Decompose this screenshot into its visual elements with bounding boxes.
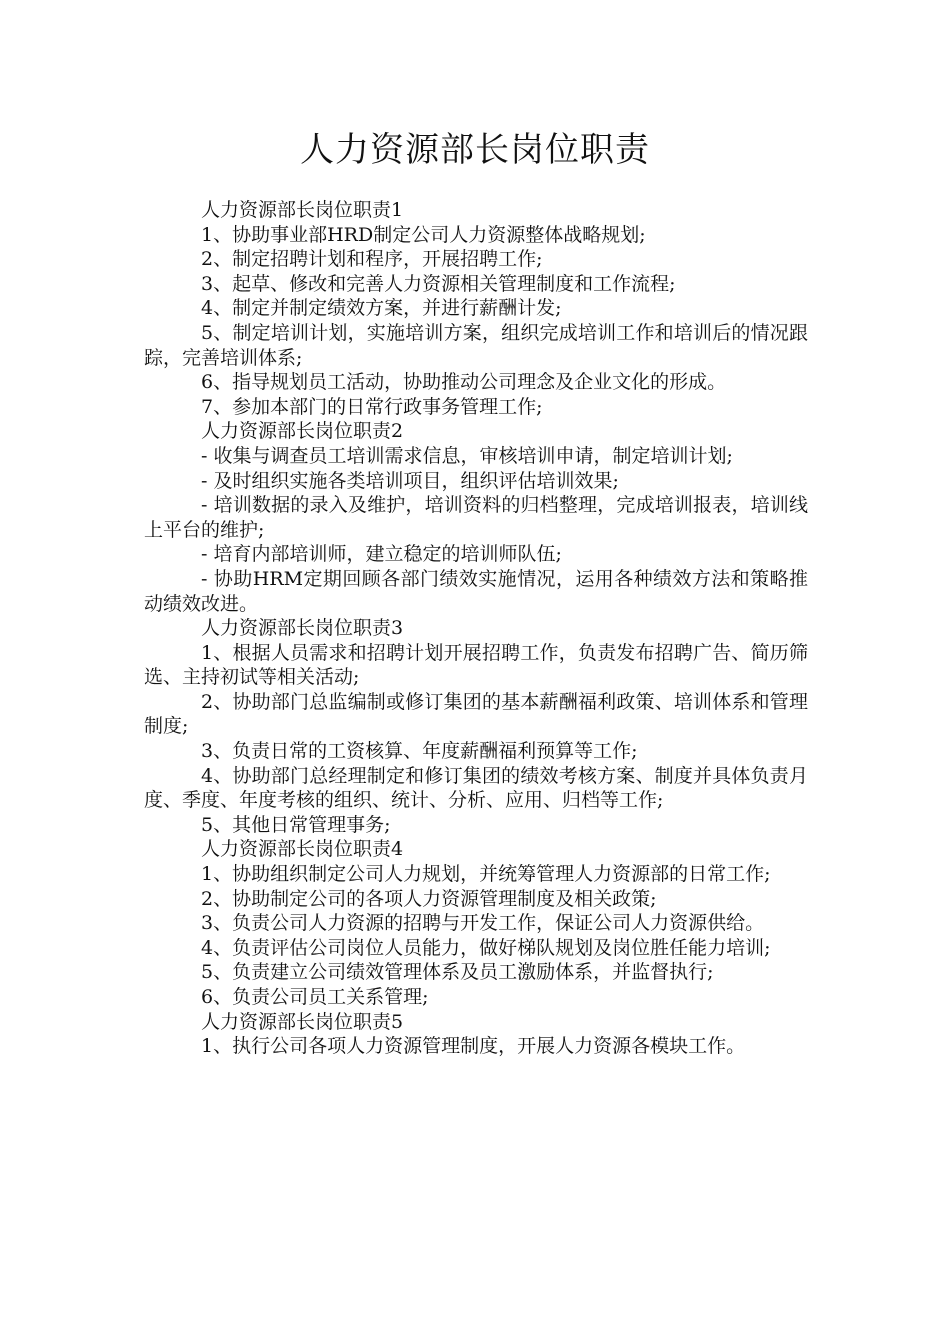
- section-heading: 人力资源部长岗位职责2: [201, 420, 404, 443]
- document-body: [144, 198, 808, 1059]
- duty-item: 1、根据人员需求和招聘计划开展招聘工作，负责发布招聘广告、简历筛选、主持初试等相关活动;: [144, 641, 808, 689]
- duty-item: - 协助HRM定期回顾各部门绩效实施情况，运用各种绩效方法和策略推动绩效改进。: [144, 567, 808, 615]
- duty-item: 1、协助事业部HRD制定公司人力资源整体战略规划;: [201, 223, 646, 246]
- duty-item: 4、制定并制定绩效方案，并进行薪酬计发;: [201, 297, 562, 320]
- duty-item: 4、负责评估公司岗位人员能力，做好梯队规划及岗位胜任能力培训;: [201, 936, 771, 959]
- duty-item: 3、负责日常的工资核算、年度薪酬福利预算等工作;: [201, 740, 638, 763]
- duty-item: - 培训数据的录入及维护，培训资料的归档整理，完成培训报表，培训线上平台的维护;: [144, 494, 808, 541]
- duty-item: 3、起草、修改和完善人力资源相关管理制度和工作流程;: [201, 272, 676, 295]
- duty-item: - 收集与调查员工培训需求信息，审核培训申请，制定培训计划;: [201, 444, 733, 467]
- duty-item: 1、协助组织制定公司人力规划，并统筹管理人力资源部的日常工作;: [201, 863, 771, 886]
- duty-item: 4、协助部门总经理制定和修订集团的绩效考核方案、制度并具体负责月度、季度、年度考核的组织、统计、分析、应用、归档等工作;: [144, 764, 808, 812]
- duty-item: 6、指导规划员工活动，协助推动公司理念及企业文化的形成。: [201, 371, 727, 394]
- duty-item: 5、负责建立公司绩效管理体系及员工激励体系，并监督执行;: [201, 961, 714, 984]
- section-heading: 人力资源部长岗位职责3: [201, 617, 404, 640]
- section-heading: 人力资源部长岗位职责4: [201, 838, 404, 861]
- duty-item: 1、执行公司各项人力资源管理制度，开展人力资源各模块工作。: [201, 1035, 746, 1058]
- duty-item: 5、制定培训计划，实施培训方案，组织完成培训工作和培训后的情况跟踪，完善培训体系;: [144, 321, 808, 369]
- duty-item: 2、协助制定公司的各项人力资源管理制度及相关政策;: [201, 887, 657, 910]
- duty-item: 3、负责公司人力资源的招聘与开发工作，保证公司人力资源供给。: [201, 912, 765, 935]
- document-title: 人力资源部长岗位职责: [300, 130, 650, 170]
- duty-item: 2、制定招聘计划和程序，开展招聘工作;: [201, 248, 543, 271]
- duty-item: 7、参加本部门的日常行政事务管理工作;: [201, 395, 543, 418]
- duty-item: 6、负责公司员工关系管理;: [201, 986, 429, 1008]
- section-heading: 人力资源部长岗位职责5: [201, 1010, 404, 1033]
- duty-item: - 及时组织实施各类培训项目，组织评估培训效果;: [201, 469, 619, 492]
- duty-item: 5、其他日常管理事务;: [201, 813, 391, 836]
- duty-item: 2、协助部门总监编制或修订集团的基本薪酬福利政策、培训体系和管理制度;: [144, 690, 808, 738]
- duty-item: - 培育内部培训师，建立稳定的培训师队伍;: [201, 543, 562, 566]
- section-heading: 人力资源部长岗位职责1: [201, 199, 404, 221]
